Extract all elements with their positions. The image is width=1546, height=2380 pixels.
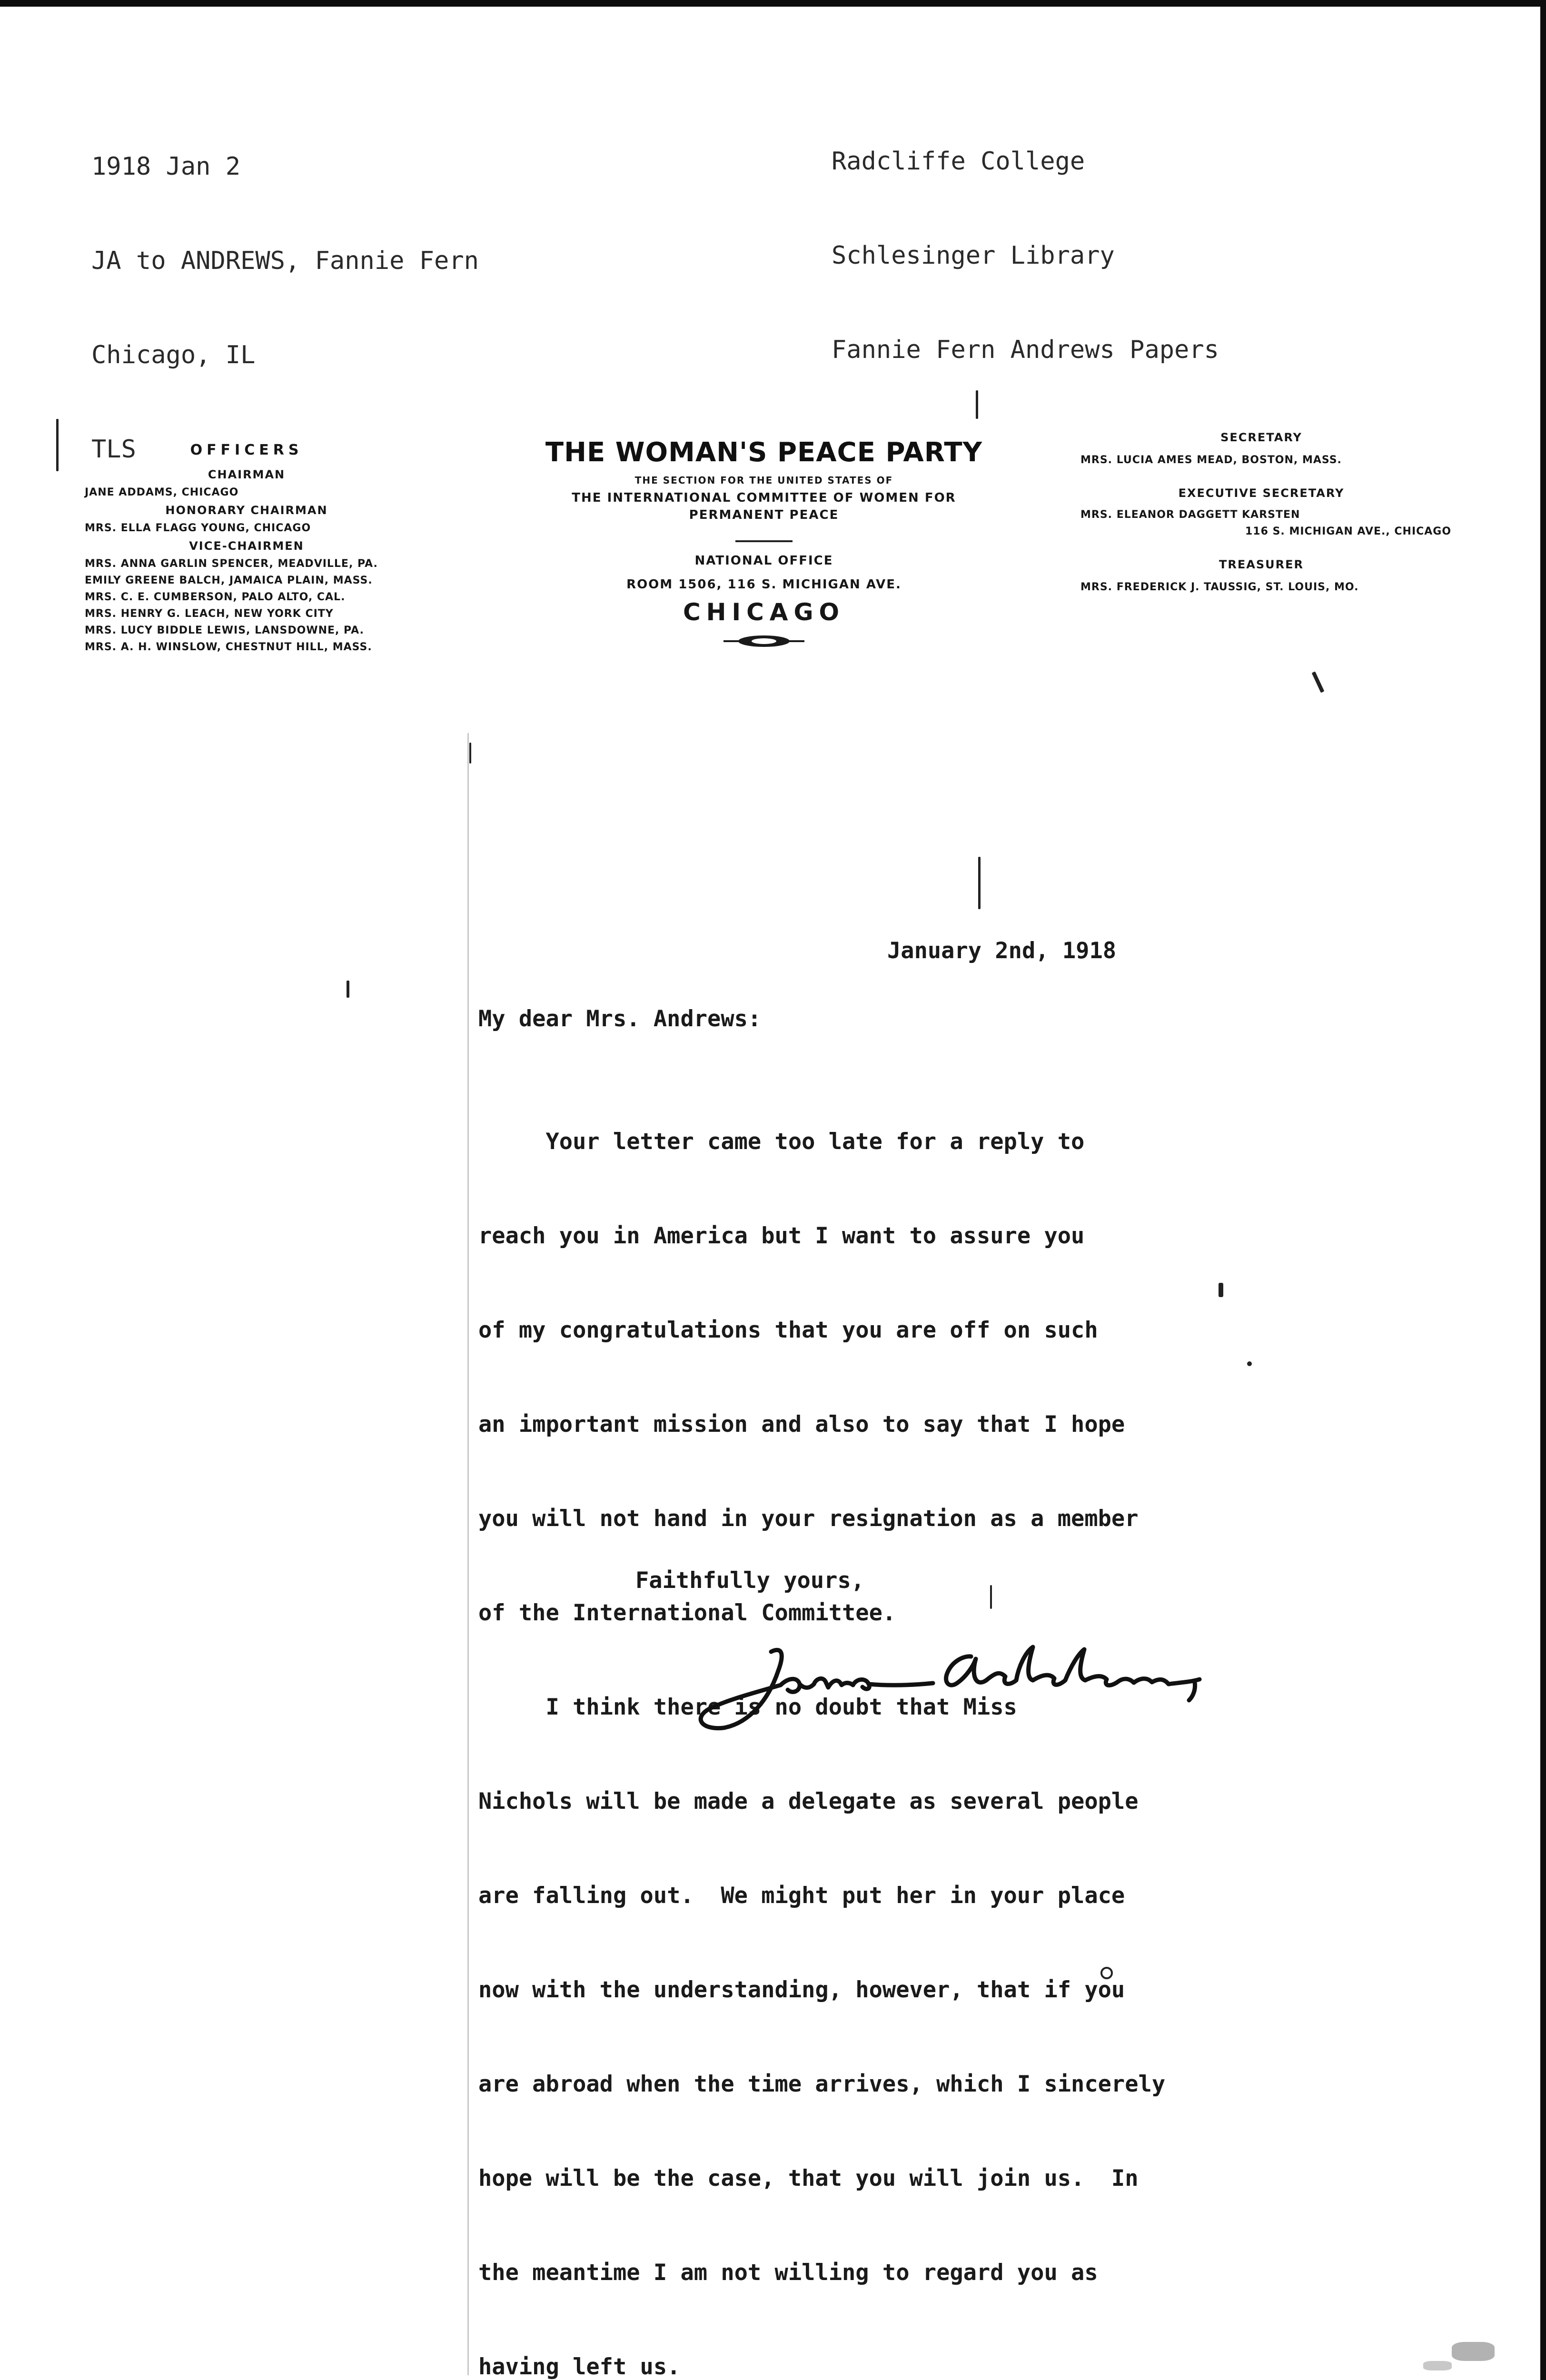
letter-line: are abroad when the time arrives, which I sincerely xyxy=(478,2071,1166,2097)
archive-collection: Fannie Fern Andrews Papers xyxy=(832,336,1219,364)
scan-margin-line xyxy=(467,733,469,2375)
scan-speck xyxy=(1312,671,1325,693)
letterhead-officers xyxy=(85,442,461,655)
letter-line: I think there is no doubt that Miss xyxy=(478,1694,1017,1720)
letter-closing: Faithfully yours, xyxy=(635,1567,865,1594)
signature-mark xyxy=(666,1633,1214,1747)
honorary-chairman-name: MRS. ELLA FLAGG YOUNG, CHICAGO xyxy=(85,522,311,534)
archive-place: Chicago, IL xyxy=(91,341,256,369)
party-subtitle-peace: PERMANENT PEACE xyxy=(689,508,839,522)
letter-date: January 2nd, 1918 xyxy=(887,938,1117,964)
scan-speck xyxy=(469,743,471,764)
honorary-chairman-label: HONORARY CHAIRMAN xyxy=(165,504,328,517)
scan-speck xyxy=(976,390,978,419)
national-office-label: NATIONAL OFFICE xyxy=(694,554,833,568)
executive-secretary-address: 116 S. MICHIGAN AVE., CHICAGO xyxy=(1245,526,1452,537)
archive-institution: Radcliffe College xyxy=(832,147,1085,176)
vice-chairman: MRS. HENRY G. LEACH, NEW YORK CITY xyxy=(85,608,334,620)
scan-speck xyxy=(990,1585,992,1609)
scan-edge-right xyxy=(1540,0,1546,2380)
archive-date: 1918 Jan 2 xyxy=(91,152,241,181)
scan-speck xyxy=(56,419,59,471)
letter-line: hope will be the case, that you will join us. In xyxy=(478,2165,1139,2192)
archive-correspondents: JA to ANDREWS, Fannie Fern xyxy=(91,247,479,275)
executive-secretary-label: EXECUTIVE SECRETARY xyxy=(1178,486,1345,500)
letter-line: Nichols will be made a delegate as several people xyxy=(478,1788,1139,1815)
letter-salutation: My dear Mrs. Andrews: xyxy=(478,1006,762,1032)
scan-edge-top xyxy=(0,0,1546,7)
scan-speck xyxy=(1247,1361,1252,1366)
vice-chairman: MRS. A. H. WINSLOW, CHESTNUT HILL, MASS. xyxy=(85,641,372,653)
party-subtitle-section: THE SECTION FOR THE UNITED STATES OF xyxy=(634,475,893,486)
vice-chairman: MRS. C. E. CUMBERSON, PALO ALTO, CAL. xyxy=(85,591,346,603)
vice-chairmen-label: VICE-CHAIRMEN xyxy=(189,539,304,553)
letter-line: an important mission and also to say that I hope xyxy=(478,1411,1125,1438)
treasurer-label: TREASURER xyxy=(1219,558,1304,571)
vice-chairman: MRS. LUCY BIDDLE LEWIS, LANSDOWNE, PA. xyxy=(85,625,364,636)
vice-chairman: EMILY GREENE BALCH, JAMAICA PLAIN, MASS. xyxy=(85,575,373,586)
archive-header-right xyxy=(832,83,1219,428)
scan-speck xyxy=(978,857,981,909)
party-subtitle-committee: THE INTERNATIONAL COMMITTEE OF WOMEN FOR xyxy=(572,491,956,505)
letter-line: reach you in America but I want to assure you xyxy=(478,1223,1085,1249)
officers-title: OFFICERS xyxy=(190,442,303,458)
letter-line: having left us. xyxy=(478,2354,681,2380)
letterhead-center xyxy=(505,437,1023,651)
letterhead-rule xyxy=(735,540,793,542)
chairman-name: JANE ADDAMS, CHICAGO xyxy=(85,486,239,498)
archive-library: Schlesinger Library xyxy=(832,241,1115,270)
vice-chairman: MRS. ANNA GARLIN SPENCER, MEADVILLE, PA. xyxy=(85,558,378,570)
treasurer-name: MRS. FREDERICK J. TAUSSIG, ST. LOUIS, MO. xyxy=(1080,581,1359,593)
scan-speck xyxy=(347,981,349,998)
scan-speck xyxy=(1423,2361,1452,2370)
scan-speck xyxy=(1452,2342,1495,2361)
office-address: ROOM 1506, 116 S. MICHIGAN AVE. xyxy=(626,577,902,592)
office-city: CHICAGO xyxy=(683,598,845,626)
scan-speck xyxy=(1100,1967,1113,1979)
letter-line: Your letter came too late for a reply to xyxy=(478,1129,1085,1155)
chairman-label: CHAIRMAN xyxy=(208,468,286,481)
letter-line: of my congratulations that you are off on such xyxy=(478,1317,1098,1343)
party-title: THE WOMAN'S PEACE PARTY xyxy=(545,437,983,468)
letter-line: now with the understanding, however, that if you xyxy=(478,1977,1125,2003)
executive-secretary-name: MRS. ELEANOR DAGGETT KARSTEN xyxy=(1080,509,1300,521)
letter-line: the meantime I am not willing to regard you as xyxy=(478,2260,1098,2286)
letterhead-staff xyxy=(1080,431,1461,595)
letter-line: you will not hand in your resignation as a member xyxy=(478,1506,1139,1532)
secretary-name: MRS. LUCIA AMES MEAD, BOSTON, MASS. xyxy=(1080,454,1342,466)
letter-line: of the International Committee. xyxy=(478,1600,896,1626)
letterhead-ornament-icon xyxy=(723,632,804,651)
secretary-label: SECRETARY xyxy=(1220,431,1302,444)
letter-line: are falling out. We might put her in your place xyxy=(478,1883,1125,1909)
scan-speck xyxy=(1219,1283,1223,1297)
archive-doc-type: TLS xyxy=(91,435,136,464)
